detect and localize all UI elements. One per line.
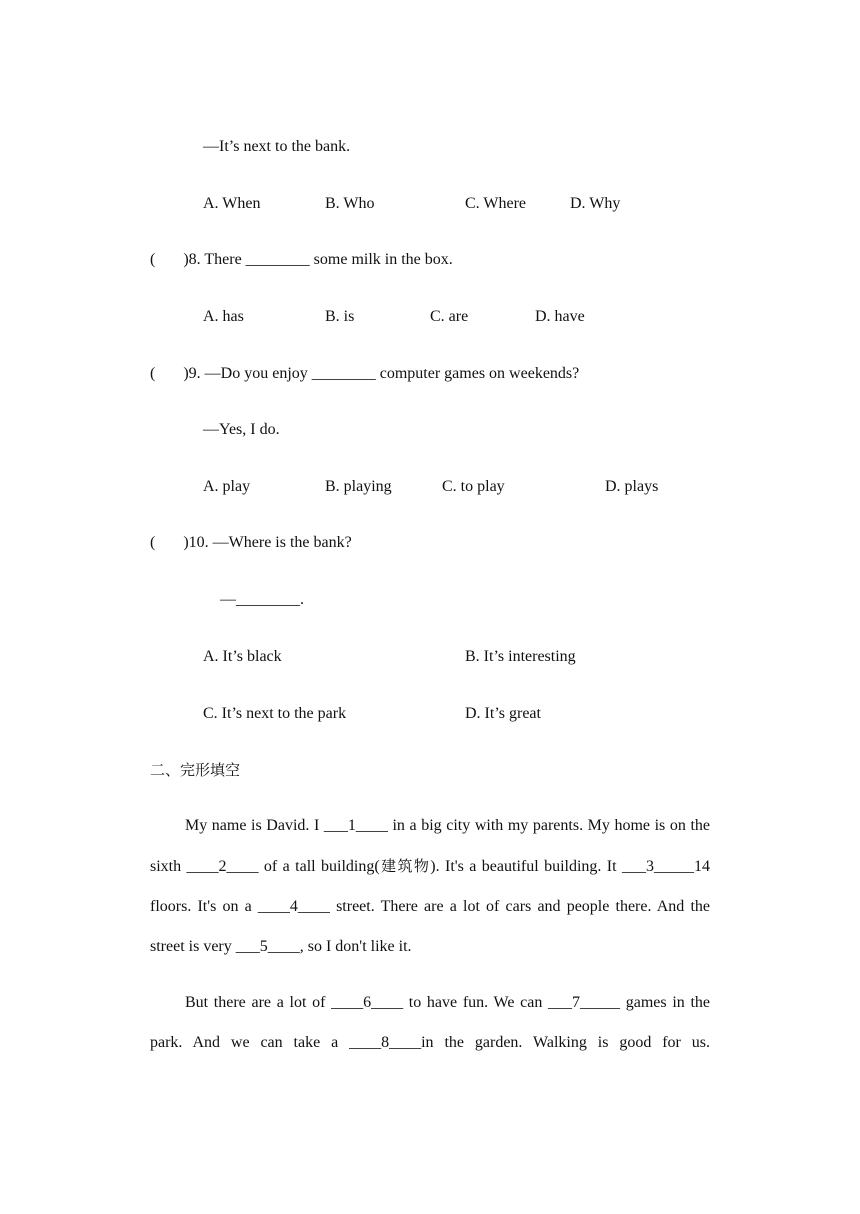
cloze-paragraph-1 xyxy=(150,806,710,967)
q9-option-d: D. plays xyxy=(605,478,659,495)
cloze-passage xyxy=(150,806,710,967)
q8-stem: ( )8. There ________ some milk in the box. xyxy=(150,251,453,268)
q9-option-a: A. play xyxy=(203,478,251,495)
q10-option-c: C. It’s next to the park xyxy=(203,705,347,722)
q8-option-b: B. is xyxy=(325,308,355,325)
q8-option-c: C. are xyxy=(430,308,469,325)
q7-option-c: C. Where xyxy=(465,195,527,212)
q10-option-b: B. It’s interesting xyxy=(465,648,576,665)
q7-option-b: B. Who xyxy=(325,195,375,212)
cloze-paragraph-2: But there are a lot of ____6____ to have fun. We can ___7_____ games in the park. And we can take a ____8____in the garden. Walking is good for us. xyxy=(150,994,710,1051)
q7-option-d: D. Why xyxy=(570,195,621,212)
q10-answer-line: —________. xyxy=(220,591,304,608)
q8-option-a: A. has xyxy=(203,308,244,325)
para1-text-b: ). It's a beautiful building. It ___3_____14 floors. It's on a ____4____ street. There are a lot of cars and people there. And the street is very ___5____, so I don't like it. xyxy=(150,858,710,955)
q10-option-d: D. It’s great xyxy=(465,705,541,722)
cloze-passage-2 xyxy=(150,983,710,1063)
q9-answer-line: —Yes, I do. xyxy=(203,421,280,438)
para1-chinese-gloss: 建筑物 xyxy=(379,857,431,875)
q9-stem: ( )9. —Do you enjoy ________ computer games on weekends? xyxy=(150,365,580,382)
q9-option-b: B. playing xyxy=(325,478,392,495)
q8-option-d: D. have xyxy=(535,308,585,325)
q10-stem: ( )10. —Where is the bank? xyxy=(150,534,352,551)
q9-option-c: C. to play xyxy=(442,478,505,495)
section-heading-cloze: 二、完形填空 xyxy=(150,761,241,779)
q7-option-a: A. When xyxy=(203,195,261,212)
para1-text-a: My name is David. I ___1____ in a big city with my parents. My home is on the sixth ____2____ of a tall building( xyxy=(150,817,710,875)
q7-answer-line: —It’s next to the bank. xyxy=(203,138,351,155)
q10-option-a: A. It’s black xyxy=(203,648,282,665)
